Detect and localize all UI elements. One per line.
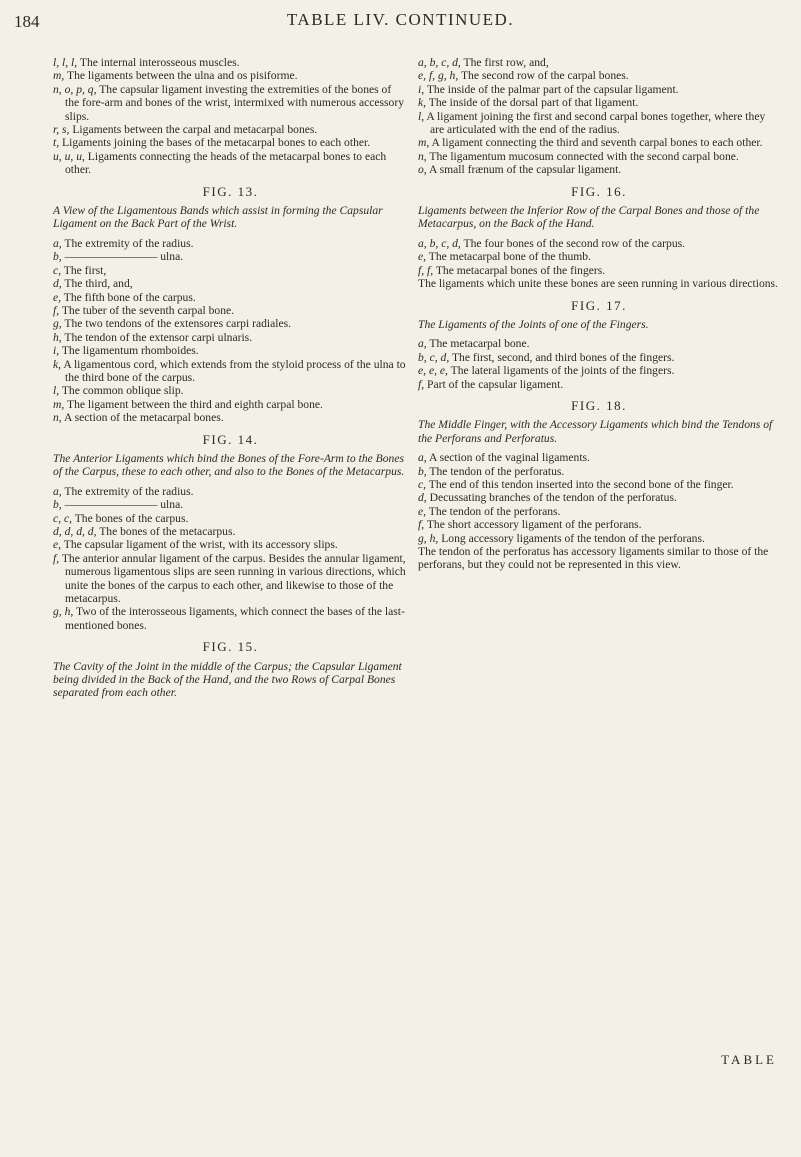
legend-entry: e, The capsular ligament of the wrist, with its accessory slips. <box>53 538 338 552</box>
legend-entry: g, h, Two of the interosseous ligaments, which connect the bases of the last-mentioned bones. <box>53 605 405 632</box>
legend-entry: u, u, u, Ligaments connecting the heads of the metacarpal bones to each other. <box>53 149 387 177</box>
legend-entry: n, A section of the metacarpal bones. <box>53 411 224 425</box>
legend-entry: i, The inside of the palmar part of the capsular ligament. <box>418 82 679 96</box>
legend-entry: m, The ligament between the third and eighth carpal bone. <box>53 397 323 411</box>
legend-entry: b, The tendon of the perforatus. <box>418 464 565 478</box>
legend-entry: o, A small frænum of the capsular ligament. <box>418 163 622 177</box>
legend-entry: a, The metacarpal bone. <box>418 337 530 351</box>
fig-16-note: The ligaments which unite these bones are seen running in various directions. <box>418 277 778 291</box>
legend-entry: b, ———————— ulna. <box>53 250 184 264</box>
fig-13-caption: A View of the Ligamentous Bands which assist in forming the Capsular Ligament on the Back Part of the Wrist. <box>53 204 383 231</box>
legend-entry: d, The third, and, <box>53 277 133 291</box>
legend-entry: f, Part of the capsular ligament. <box>418 377 564 391</box>
legend-entry: a, b, c, d, The first row, and, <box>418 56 549 69</box>
fig-15-heading: FIG. 15. <box>202 639 259 655</box>
legend-entry: a, The extremity of the radius. <box>53 236 194 250</box>
legend-entry: e, f, g, h, The second row of the carpal bones. <box>418 69 629 83</box>
legend-entry: f, f, The metacarpal bones of the fingers. <box>418 263 606 277</box>
legend-entry: k, A ligamentous cord, which extends from the styloid process of the ulna to the third bone of the carpus. <box>53 357 406 384</box>
legend-entry: d, Decussating branches of the tendon of the perforatus. <box>418 491 677 505</box>
legend-entry: m, The ligaments between the ulna and os pisiforme. <box>53 69 298 83</box>
legend-entry: b, ———————— ulna. <box>53 498 184 512</box>
legend-entry: a, A section of the vaginal ligaments. <box>418 451 590 465</box>
legend-entry: e, e, e, The lateral ligaments of the joints of the fingers. <box>418 364 675 378</box>
legend-entry: l, l, l, The internal interosseous muscles. <box>53 56 240 69</box>
legend-entry: i, The ligamentum rhomboides. <box>53 344 199 358</box>
legend-entry: r, s, Ligaments between the carpal and metacarpal bones. <box>53 123 318 137</box>
fig-17-caption: The Ligaments of the Joints of one of the Fingers. <box>418 317 649 331</box>
fig-14-caption: The Anterior Ligaments which bind the Bones of the Fore-Arm to the Bones of the Carpus, these to each other, and also to the Bones of the Metacarpus. <box>53 451 405 479</box>
fig-17-heading: FIG. 17. <box>571 297 627 313</box>
fig-18-caption: The Middle Finger, with the Accessory Ligaments which bind the Tendons of the Perforans and Perforatus. <box>418 418 773 445</box>
fig-16-heading: FIG. 16. <box>571 183 627 199</box>
legend-entry: g, The two tendons of the extensores carpi radiales. <box>53 317 292 331</box>
entry-group-top <box>53 56 408 177</box>
catchword: TABLE <box>721 1052 777 1067</box>
fig-13-heading: FIG. 13. <box>202 183 259 199</box>
fig-18-note: The tendon of the perforatus has accessory ligaments similar to those of the perforans, but they could not be represented in this view. <box>418 545 769 572</box>
legend-entry: f, The tuber of the seventh carpal bone. <box>53 303 235 317</box>
legend-entry: m, A ligament connecting the third and seventh carpal bones to each other. <box>418 136 763 150</box>
legend-entry: a, The extremity of the radius. <box>53 484 194 498</box>
page-number: 184 <box>14 12 40 31</box>
right-column <box>418 56 780 575</box>
legend-entry: g, h, Long accessory ligaments of the tendon of the perforans. <box>418 531 705 545</box>
fig-16-caption: Ligaments between the Inferior Row of the Carpal Bones and those of the Metacarpus, on the Back of the Hand. <box>418 204 760 231</box>
fig-15-caption: The Cavity of the Joint in the middle of the Carpus; the Capsular Ligament being divided in the Back of the Hand, and the two Rows of Carpal Bones separated from each other. <box>53 659 402 700</box>
legend-entry: e, The fifth bone of the carpus. <box>53 290 196 304</box>
legend-entry: e, The tendon of the perforans. <box>418 504 561 518</box>
legend-entry: e, The metacarpal bone of the thumb. <box>418 250 592 264</box>
legend-entry: b, c, d, The first, second, and third bones of the fingers. <box>418 350 675 364</box>
fig-18-heading: FIG. 18. <box>571 397 627 413</box>
legend-entry: l, A ligament joining the first and second carpal bones together, where they are articulated with the end of the radius. <box>418 109 766 137</box>
fig-14-heading: FIG. 14. <box>202 431 259 447</box>
running-title: TABLE LIV. CONTINUED. <box>286 10 515 29</box>
legend-entry: c, The end of this tendon inserted into the second bone of the finger. <box>418 477 734 491</box>
legend-entry: t, Ligaments joining the bases of the metacarpal bones to each other. <box>53 136 371 150</box>
legend-entry: k, The inside of the dorsal part of that ligament. <box>418 96 639 110</box>
legend-entry: h, The tendon of the extensor carpi ulnaris. <box>53 330 253 344</box>
legend-entry: f, The anterior annular ligament of the carpus. Besides the annular ligament, numerous ligamentous slips are seen running in various directions, which unite the bones of the carpus to each other, and likewise to those of the metacarpus. <box>53 551 406 606</box>
left-column <box>53 56 408 706</box>
legend-entry: n, The ligamentum mucosum connected with the second carpal bone. <box>418 149 739 163</box>
legend-entry: c, c, The bones of the carpus. <box>53 511 189 525</box>
legend-entry: f, The short accessory ligament of the perforans. <box>418 518 642 532</box>
legend-entry: l, The common oblique slip. <box>53 384 184 398</box>
legend-entry: d, d, d, d, The bones of the metacarpus. <box>53 525 236 538</box>
legend-entry: a, b, c, d, The four bones of the second row of the carpus. <box>418 236 686 250</box>
legend-entry: c, The first, <box>53 263 107 277</box>
legend-entry: n, o, p, q, The capsular ligament investing the extremities of the bones of the fore-arm and bones of the wrist, intermixed with numerous accessory slips. <box>53 82 405 123</box>
